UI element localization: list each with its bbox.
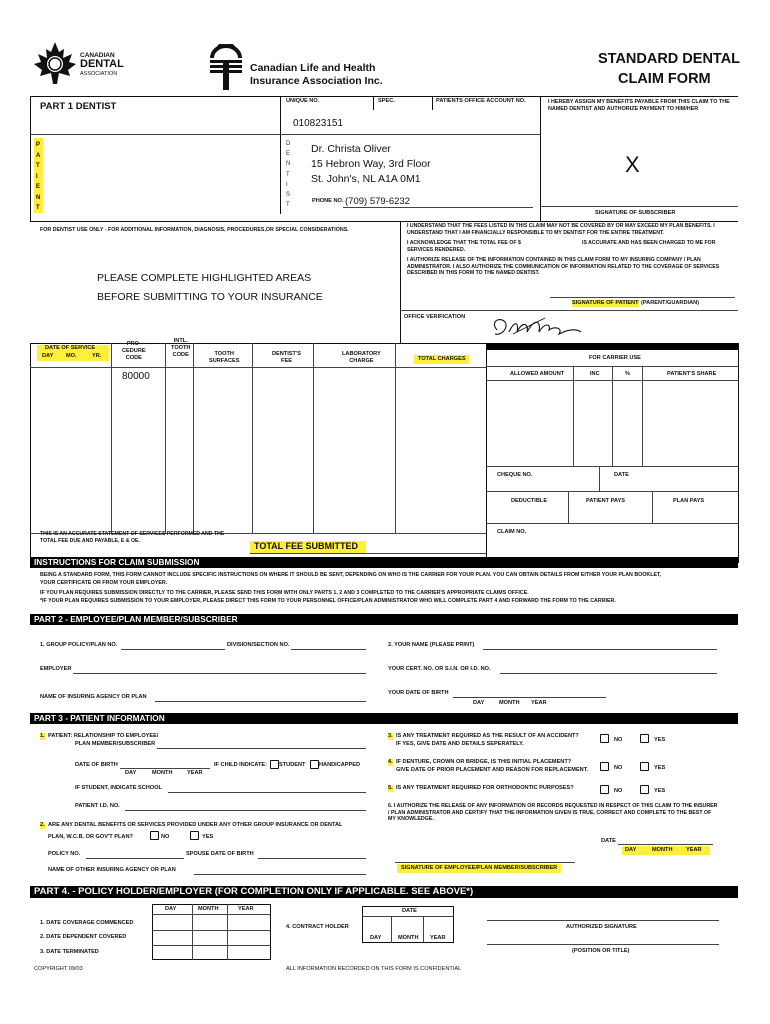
- pct-label: %: [625, 371, 630, 377]
- procedure-code-header: PRO- CEDURE CODE: [122, 341, 146, 361]
- q5-yes-checkbox[interactable]: [640, 785, 649, 794]
- phone-label: PHONE NO.: [312, 198, 344, 204]
- yr-label: YR.: [92, 353, 102, 359]
- deductible-label: DEDUCTIBLE: [511, 498, 548, 504]
- q5-no-label: NO: [614, 788, 623, 794]
- part4-title: PART 4. - POLICY HOLDER/EMPLOYER (FOR COMPLETION ONLY IF APPLICABLE. SEE ABOVE*): [34, 886, 474, 897]
- q5-yes-label: YES: [654, 788, 666, 794]
- instructions-line3: IF YOU PLAN REQUIRES SUBMISSION DIRECTLY TO THE CARRIER, PLEASE SEND THIS FORM WITH ONLY PARTS 1, 2 AND 3 COMPLETED TO THE CARRIER'S APPROPRIATE CLAIMS OFFICE.: [40, 590, 529, 596]
- handicapped-label: HANDICAPPED: [319, 762, 361, 768]
- patient-dob-day: DAY: [125, 770, 137, 776]
- insuring-agency-label: NAME OF INSURING AGENCY OR PLAN: [40, 694, 147, 700]
- patients-office-account-label: PATIENTS OFFICE ACCOUNT NO.: [436, 98, 526, 104]
- q2-label2: PLAN, W.C.B. OR GOV'T PLAN?: [48, 834, 133, 840]
- q2-no-label: NO: [161, 834, 170, 840]
- q4-label2: GIVE DATE OF PRIOR PLACEMENT AND REASON FOR REPLACEMENT.: [396, 767, 589, 773]
- q2-number: 2.: [40, 822, 45, 828]
- cert-no-label: YOUR CERT. NO. OR S.I.N. OR I.D. NO.: [388, 666, 491, 672]
- carrier-use-title: FOR CARRIER USE: [589, 355, 641, 361]
- q6-date-label: DATE: [601, 838, 616, 844]
- form-title-line1: STANDARD DENTAL: [598, 51, 741, 67]
- q1-label: PATIENT: RELATIONSHIP TO EMPLOYEE/: [48, 733, 159, 739]
- patient-pays-label: PATIENT PAYS: [586, 498, 625, 504]
- policy-no-label: POLICY NO.: [48, 851, 81, 857]
- q5-no-checkbox[interactable]: [600, 785, 609, 794]
- phone-value[interactable]: (709) 579-6232: [345, 196, 410, 207]
- position-title-label: (POSITION OR TITLE): [572, 948, 630, 954]
- signature-subscriber-label: SIGNATURE OF SUBSCRIBER: [595, 210, 676, 216]
- instructions-line1: BEING A STANDARD FORM, THIS FORM CANNOT INCLUDE SPECIFIC INSTRUCTIONS ON WHERE IT SHOULD BE SENT, DEPENDING ON WHO IS THE CARRIER FOR YOUR PLAN. YOU CAN OBTAIN DETAILS FROM EITHER YOUR PLAN BOOKLET,: [40, 572, 662, 578]
- q4-no-label: NO: [614, 765, 623, 771]
- q2-label: ARE ANY DENTAL BENEFITS OR SERVICES PROVIDED UNDER ANY OTHER GROUP INSURANCE OR DENTAL: [48, 822, 343, 828]
- mo-label: MO.: [66, 353, 77, 359]
- part4-month-label: MONTH: [198, 906, 219, 912]
- your-name-label: 2. YOUR NAME (PLEASE PRINT): [388, 642, 475, 648]
- instructions-line2: YOUR CERTIFICATE OR FROM YOUR EMPLOYER.: [40, 580, 168, 586]
- student-checkbox[interactable]: [270, 760, 279, 769]
- tooth-surfaces-header: TOOTH SURFACES: [209, 351, 240, 364]
- part4-date-label: DATE: [402, 908, 417, 914]
- assign-benefits-text: I HEREBY ASSIGN MY BENEFITS PAYABLE FROM THIS CLAIM TO THE NAMED DENTIST AND AUTHORIZE PAYMENT TO HIM/HER: [548, 99, 730, 112]
- q5-number: 5.: [388, 785, 393, 791]
- clhia-name-line2: Insurance Association Inc.: [250, 75, 383, 87]
- part4-date-day: DAY: [370, 935, 382, 941]
- q5-label: IS ANY TREATMENT REQUIRED FOR ORTHODONTIC PURPOSES?: [396, 785, 574, 791]
- q3-number: 3.: [388, 733, 393, 739]
- q3-no-label: NO: [614, 737, 623, 743]
- office-signature-scribble: [485, 312, 585, 340]
- handicapped-checkbox[interactable]: [310, 760, 319, 769]
- dentist-vertical-text: D E N T I S T: [286, 141, 291, 209]
- q3-yes-label: YES: [654, 737, 666, 743]
- part4-year-label: YEAR: [238, 906, 254, 912]
- maple-leaf-icon: [32, 40, 78, 86]
- copyright-text: COPYRIGHT 09/03: [34, 966, 83, 972]
- part4-date-year: YEAR: [430, 935, 446, 941]
- q6-authorize-text: 6. I AUTHORIZE THE RELEASE OF ANY INFORMATION OR RECORDS REQUESTED IN RESPECT OF THIS CLAIM TO THE INSURER / PLAN ADMINISTRATOR AND CERTIFY THAT THE INFORMATION GIVEN IS TRUE, CORRECT AND COMPLETE TO THE BEST OF MY KNOWLEDGE.: [388, 803, 718, 823]
- q6-year-label: YEAR: [686, 847, 702, 853]
- dentists-fee-header: DENTIST'S FEE: [272, 351, 301, 364]
- employer-label: EMPLOYER: [40, 666, 72, 672]
- accurate-charged-text: IS ACCURATE AND HAS BEEN CHARGED TO ME FOR SERVICES RENDERED.: [407, 240, 716, 253]
- if-student-label: IF STUDENT, INDICATE SCHOOL: [75, 785, 162, 791]
- total-fee-submitted-label: TOTAL FEE SUBMITTED: [254, 541, 359, 551]
- signature-patient-label: SIGNATURE OF PATIENT: [572, 300, 639, 306]
- allowed-amount-label: ALLOWED AMOUNT: [510, 371, 565, 377]
- unique-no-value[interactable]: 010823151: [293, 118, 344, 129]
- dentist-address-line1[interactable]: 15 Hebron Way, 3rd Floor: [311, 158, 431, 170]
- carrier-use-dark-band: [486, 343, 738, 350]
- patient-dob-label: DATE OF BIRTH: [75, 762, 118, 768]
- if-child-label: IF CHILD INDICATE:: [214, 762, 268, 768]
- clhia-logo: [208, 44, 244, 94]
- cda-logo-line2: DENTAL: [80, 58, 124, 70]
- cheque-no-label: CHEQUE NO.: [497, 472, 533, 478]
- signature-employee-label: SIGNATURE OF EMPLOYEE/PLAN MEMBER/SUBSCRIBER: [401, 865, 558, 871]
- patient-dob-year: YEAR: [187, 770, 203, 776]
- laboratory-charge-header: LABORATORY CHARGE: [342, 351, 381, 364]
- q3-yes-checkbox[interactable]: [640, 734, 649, 743]
- part2-bar: [30, 614, 738, 625]
- confidential-text: ALL INFORMATION RECORDED ON THIS FORM IS CONFIDENTIAL: [286, 966, 462, 972]
- q4-label: IF DENTURE, CROWN OR BRIDGE, IS THIS INITIAL PLACEMENT?: [396, 759, 572, 765]
- q2-no-checkbox[interactable]: [150, 831, 159, 840]
- q6-month-label: MONTH: [652, 847, 673, 853]
- instructions-bar: [30, 557, 738, 568]
- q1-label2: PLAN MEMBER/SUBSCRIBER: [75, 741, 156, 747]
- authorized-signature-label: AUTHORIZED SIGNATURE: [566, 924, 637, 930]
- intl-tooth-code-header: INTL. TOOTH CODE: [171, 338, 191, 358]
- carrier-date-label: DATE: [614, 472, 629, 478]
- terminated-label: 3. DATE TERMINATED: [40, 949, 99, 955]
- q1-number: 1.: [40, 733, 45, 739]
- your-dob-label: YOUR DATE OF BIRTH: [388, 690, 449, 696]
- instructions-title: INSTRUCTIONS FOR CLAIM SUBMISSION: [34, 557, 200, 567]
- q6-day-label: DAY: [625, 847, 637, 853]
- other-agency-label: NAME OF OTHER INSURING AGENCY OR PLAN: [48, 867, 176, 873]
- cda-logo-line1: CANADIAN: [80, 52, 115, 59]
- part4-date-month: MONTH: [398, 935, 419, 941]
- patient-dob-month: MONTH: [152, 770, 173, 776]
- part4-bar: [30, 886, 738, 898]
- q3-label2: IF YES, GIVE DATE AND DETAILS SEPERATELY.: [396, 741, 524, 747]
- total-charges-header: TOTAL CHARGES: [418, 356, 466, 362]
- q4-yes-checkbox[interactable]: [640, 762, 649, 771]
- q4-yes-label: YES: [654, 765, 666, 771]
- understand-fees-text: I UNDERSTAND THAT THE FEES LISTED IN THIS CLAIM MAY NOT BE COVERED BY OR MAY EXCEED MY PLAN BENEFITS. I UNDERSTAND THAT I AM FINANCIALLY RESPONSIBLE TO MY DENTIST FOR THE ENTIRE TREATMENT.: [407, 223, 715, 236]
- acknowledge-fee-text: I ACKNOWLEDGE THAT THE TOTAL FEE OF $: [407, 240, 521, 246]
- date-of-service-label: DATE OF SERVICE: [45, 345, 96, 351]
- inc-label: INC: [590, 371, 600, 377]
- spec-label: SPEC.: [378, 98, 395, 104]
- division-section-label: DIVISION/SECTION NO.: [227, 642, 290, 648]
- procedure-code-value[interactable]: 80000: [122, 371, 150, 382]
- accurate-statement-text: THIS IS AN ACCURATE STATEMENT OF SERVICES PERFORMED AND THE TOTAL FEE DUE AND PAYABLE, E & OE.: [40, 531, 225, 544]
- form-title-line2: CLAIM FORM: [618, 71, 711, 87]
- subscriber-x-mark: X: [625, 152, 640, 177]
- parent-guardian-label: (PARENT/GUARDIAN): [641, 300, 700, 306]
- dentist-use-label: FOR DENTIST USE ONLY - FOR ADDITIONAL INFORMATION, DIAGNOSIS, PROCEDURES,OR SPECIAL CONSIDERATIONS.: [40, 227, 349, 233]
- dentist-address-line2[interactable]: St. John's, NL A1A 0M1: [311, 173, 421, 185]
- highlight-notice-line2: BEFORE SUBMITTING TO YOUR INSURANCE: [97, 291, 323, 303]
- patient-vertical-text: P A T I E N T: [36, 142, 41, 211]
- patient-id-label: PATIENT I.D. NO.: [75, 803, 120, 809]
- dependent-covered-label: 2. DATE DEPENDENT COVERED: [40, 934, 127, 940]
- cda-logo-line3: ASSOCIATION: [80, 71, 118, 77]
- q3-no-checkbox[interactable]: [600, 734, 609, 743]
- clhia-emblem-icon: [208, 44, 244, 94]
- office-verification-label: OFFICE VERIFICATION: [404, 314, 466, 320]
- claim-no-label: CLAIM NO.: [497, 529, 527, 535]
- coverage-commenced-label: 1. DATE COVERAGE COMMENCED: [40, 920, 134, 926]
- part4-day-label: DAY: [165, 906, 177, 912]
- your-dob-month: MONTH: [499, 700, 520, 706]
- group-policy-label: 1. GROUP POLICY/PLAN NO.: [40, 642, 118, 648]
- part3-title: PART 3 - PATIENT INFORMATION: [34, 713, 165, 723]
- part3-bar: [30, 713, 738, 724]
- cda-logo: [32, 40, 132, 88]
- your-dob-year: YEAR: [531, 700, 547, 706]
- q3-label: IS ANY TREATMENT REQUIRED AS THE RESULT OF AN ACCIDENT?: [396, 733, 579, 739]
- q4-number: 4.: [388, 759, 393, 765]
- spouse-dob-label: SPOUSE DATE OF BIRTH: [186, 851, 254, 857]
- your-dob-day: DAY: [473, 700, 485, 706]
- dentist-name[interactable]: Dr. Christa Oliver: [311, 143, 391, 155]
- unique-no-label: UNIQUE NO.: [286, 98, 320, 104]
- q4-no-checkbox[interactable]: [600, 762, 609, 771]
- patients-share-label: PATIENT'S SHARE: [667, 371, 717, 377]
- q2-yes-checkbox[interactable]: [190, 831, 199, 840]
- plan-pays-label: PLAN PAYS: [673, 498, 705, 504]
- clhia-name-line1: Canadian Life and Health: [250, 62, 376, 74]
- authorize-release-text: I AUTHORIZE RELEASE OF THE INFORMATION CONTAINED IN THIS CLAIM FORM TO MY INSURING COMPANY / PLAN ADMINISTRATOR. I ALSO AUTHORIZE THE COMMUNICATION OF INFORMATION RELATED TO THE COVERAGE OF SERVICES DESCRIBED IN THIS FORM TO THE NAMED DENTIST.: [407, 257, 720, 276]
- instructions-line4: *IF YOUR PLAN REQUIRES SUBMISSION TO YOUR EMPLOYER, PLEASE DIRECT THIS FORM TO YOUR PERSONNEL OFFICE/PLAN ADMINISTRATOR WHO WILL COMPLETE PART 4 AND FORWARD THE FORM TO THE CARRIER.: [40, 598, 616, 604]
- highlight-notice-line1: PLEASE COMPLETE HIGHLIGHTED AREAS: [97, 272, 312, 284]
- q2-yes-label: YES: [202, 834, 214, 840]
- contract-holder-label: 4. CONTRACT HOLDER: [286, 924, 349, 930]
- part1-label: PART 1 DENTIST: [40, 101, 117, 112]
- student-label: STUDENT: [279, 762, 306, 768]
- day-label: DAY: [42, 353, 54, 359]
- part2-title: PART 2 - EMPLOYEE/PLAN MEMBER/SUBSCRIBER: [34, 614, 238, 624]
